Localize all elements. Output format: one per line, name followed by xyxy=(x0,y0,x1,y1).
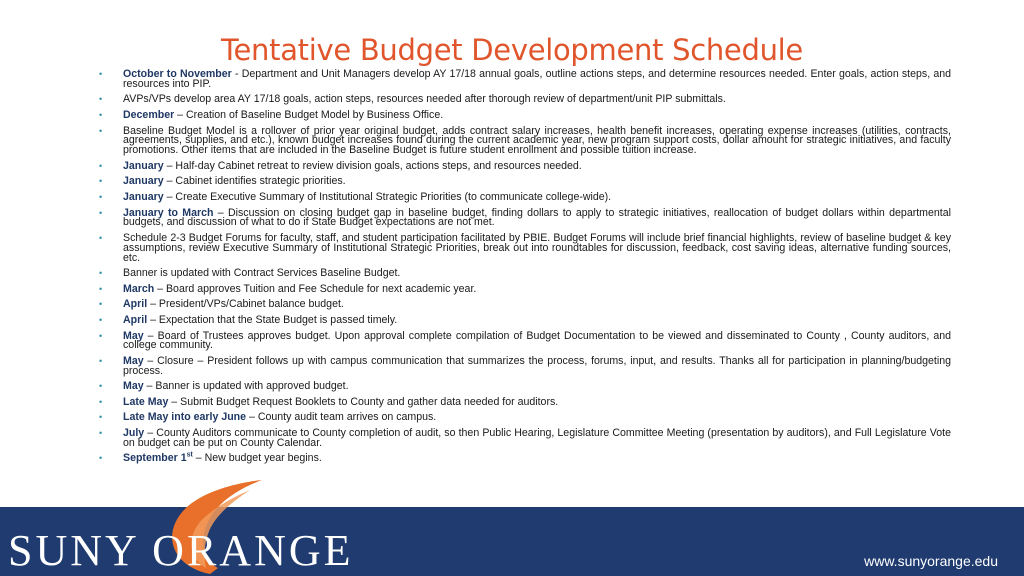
schedule-item-text: Board of Trustees approves budget. Upon approval complete compilation of Budget Documentation to be viewed and disseminated to County , County auditors, and college community. xyxy=(123,329,952,352)
schedule-item-period: April xyxy=(123,298,148,311)
schedule-item-text: Creation of Baseline Budget Model by Business Office. xyxy=(186,108,444,121)
schedule-item xyxy=(99,70,951,90)
bullet-icon: • xyxy=(99,232,103,243)
schedule-item-period: December xyxy=(123,108,175,121)
logo-text: SUNY ORANGE xyxy=(8,526,354,575)
schedule-item-period: March xyxy=(123,282,155,295)
website-url[interactable]: www.sunyorange.edu xyxy=(864,553,998,569)
schedule-item-text: Cabinet identifies strategic priorities. xyxy=(175,175,346,188)
schedule-item-separator: - xyxy=(231,68,242,80)
bullet-icon: • xyxy=(99,94,103,105)
schedule-item-period: January xyxy=(123,175,164,188)
bullet-icon: • xyxy=(99,160,103,171)
bullet-icon: • xyxy=(99,453,103,464)
schedule-item-text: President/VPs/Cabinet balance budget. xyxy=(158,298,344,311)
bullet-icon: • xyxy=(99,109,103,120)
schedule-item-text: County audit team arrives on campus. xyxy=(257,411,437,424)
bullet-icon: • xyxy=(99,125,103,136)
bullet-icon: • xyxy=(99,381,103,392)
schedule-item-text: Baseline Budget Model is a rollover of prior year original budget, adds contract salary increases, health benefit increases, operating expense increases (utilities, contracts, agreements, supplies, and etc.), known budget increases found during the current academic year, new program support costs, dollar amount for strategic initiatives, and faculty promotions. Other items that are included in the Baseline Budget is future student enrollment and possible tuition increase. xyxy=(123,124,951,157)
bullet-icon: • xyxy=(99,176,103,187)
schedule-item xyxy=(99,159,951,172)
schedule-item-separator: – xyxy=(147,298,159,311)
schedule-item-text: Banner is updated with approved budget. xyxy=(155,380,349,393)
schedule-item xyxy=(99,177,951,187)
schedule-item-period: October to November xyxy=(123,68,232,80)
schedule-item xyxy=(99,354,951,377)
bullet-icon: • xyxy=(99,314,103,325)
schedule-item-separator: – xyxy=(246,411,258,424)
bullet-icon: • xyxy=(99,191,103,202)
schedule-item-period: January xyxy=(123,159,164,172)
bullet-icon: • xyxy=(99,428,103,439)
schedule-item xyxy=(99,300,951,310)
schedule-item-text: Board approves Tuition and Fee Schedule for next academic year. xyxy=(165,282,477,295)
schedule-item-text: Discussion on closing budget gap in baseline budget, finding dollars to apply to strategic initiatives, reallocation of budget dollars within departmental budgets, and discussion of what to do if State Budget expectations are not met. xyxy=(123,206,951,229)
schedule-item-separator: – xyxy=(144,427,157,440)
schedule-item-text: Half-day Cabinet retreat to review division goals, actions steps, and resources needed. xyxy=(175,159,582,172)
schedule-item-separator: – xyxy=(163,159,176,172)
schedule-item-period: January to March xyxy=(123,206,214,219)
schedule-item-text: Closure – President follows up with campus communication that summarizes the process, forums, input, and results. Thanks all for participation in planning/budgeting process. xyxy=(123,354,951,377)
schedule-item xyxy=(99,108,951,121)
schedule-item-text: Banner is updated with Contract Services Baseline Budget. xyxy=(123,267,401,280)
schedule-item-separator: – xyxy=(154,282,166,295)
schedule-item-text: New budget year begins. xyxy=(204,452,322,465)
schedule-item-period: September 1st xyxy=(123,451,193,465)
bullet-icon: • xyxy=(99,299,103,310)
schedule-item-separator: – xyxy=(147,313,159,326)
schedule-item xyxy=(99,313,951,326)
schedule-item-period: May xyxy=(123,354,144,367)
schedule-item-period: January xyxy=(123,190,164,203)
bullet-icon: • xyxy=(99,396,103,407)
schedule-item xyxy=(99,206,951,229)
schedule-item-text: Create Executive Summary of Institutional Strategic Priorities (to communicate college-wide). xyxy=(175,190,612,203)
bullet-icon: • xyxy=(99,330,103,341)
bullet-icon: • xyxy=(99,268,103,279)
bullet-icon: • xyxy=(99,283,103,294)
schedule-item xyxy=(99,429,951,449)
schedule-item-separator: – xyxy=(192,452,205,465)
bullet-icon: • xyxy=(99,69,103,79)
schedule-item-text: Schedule 2-3 Budget Forums for faculty, staff, and student participation facilitated by PBIE. Budget Forums will include brief financial highlights, review of baseline budget & key assumptions, review Executive Summary of Institutional Strategic Priorities, break out into roundtables for discussion, feedback, cost saving ideas, alternative funding sources, etc. xyxy=(123,231,951,264)
schedule-item-period-suffix: st xyxy=(186,451,193,459)
bullet-icon: • xyxy=(99,355,103,366)
schedule-item-separator: – xyxy=(143,354,158,367)
schedule-item-separator: – xyxy=(163,190,176,203)
schedule-item-period: April xyxy=(123,313,148,326)
schedule-item xyxy=(99,282,951,295)
schedule-item xyxy=(99,413,951,423)
schedule-item xyxy=(99,269,951,279)
schedule-item xyxy=(99,395,951,408)
bullet-icon: • xyxy=(99,412,103,423)
schedule-item-period: Late May into early June xyxy=(123,411,247,424)
schedule-item-text: Submit Budget Request Booklets to County and gather data needed for auditors. xyxy=(180,395,559,408)
schedule-item-period: May xyxy=(123,329,144,342)
page-title: Tentative Budget Development Schedule xyxy=(221,33,803,67)
schedule-item xyxy=(99,95,951,105)
schedule-item xyxy=(99,382,951,392)
schedule-item-text: County Auditors communicate to County completion of audit, so then Public Hearing, Legislature Committee Meeting (presentation by auditors), and Full Legislature Vote on budget can be put on County Calendar. xyxy=(123,427,951,449)
schedule-item xyxy=(99,451,951,465)
schedule-item-separator: – xyxy=(143,329,158,342)
schedule-item xyxy=(99,231,951,264)
schedule-item xyxy=(99,190,951,203)
schedule-item-period: July xyxy=(123,427,145,440)
schedule-item-period: May xyxy=(123,380,144,393)
schedule-list xyxy=(99,70,951,470)
bullet-icon: • xyxy=(99,207,103,218)
schedule-item-separator: – xyxy=(163,175,176,188)
schedule-item-separator: – xyxy=(168,395,181,408)
schedule-item-period: Late May xyxy=(123,395,169,408)
schedule-item xyxy=(99,329,952,352)
schedule-item-separator: – xyxy=(174,108,187,121)
schedule-item-separator: – xyxy=(143,380,156,393)
schedule-item xyxy=(99,124,951,157)
schedule-item-separator: – xyxy=(213,206,228,219)
schedule-item-text: Expectation that the State Budget is passed timely. xyxy=(158,313,398,326)
schedule-item-text: AVPs/VPs develop area AY 17/18 goals, action steps, resources needed after thorough review of department/unit PIP submittals. xyxy=(123,93,726,106)
schedule-item-text: Department and Unit Managers develop AY 17/18 annual goals, outline actions steps, and determine resources needed. Enter goals, action steps, and resources into PIP. xyxy=(123,68,952,90)
